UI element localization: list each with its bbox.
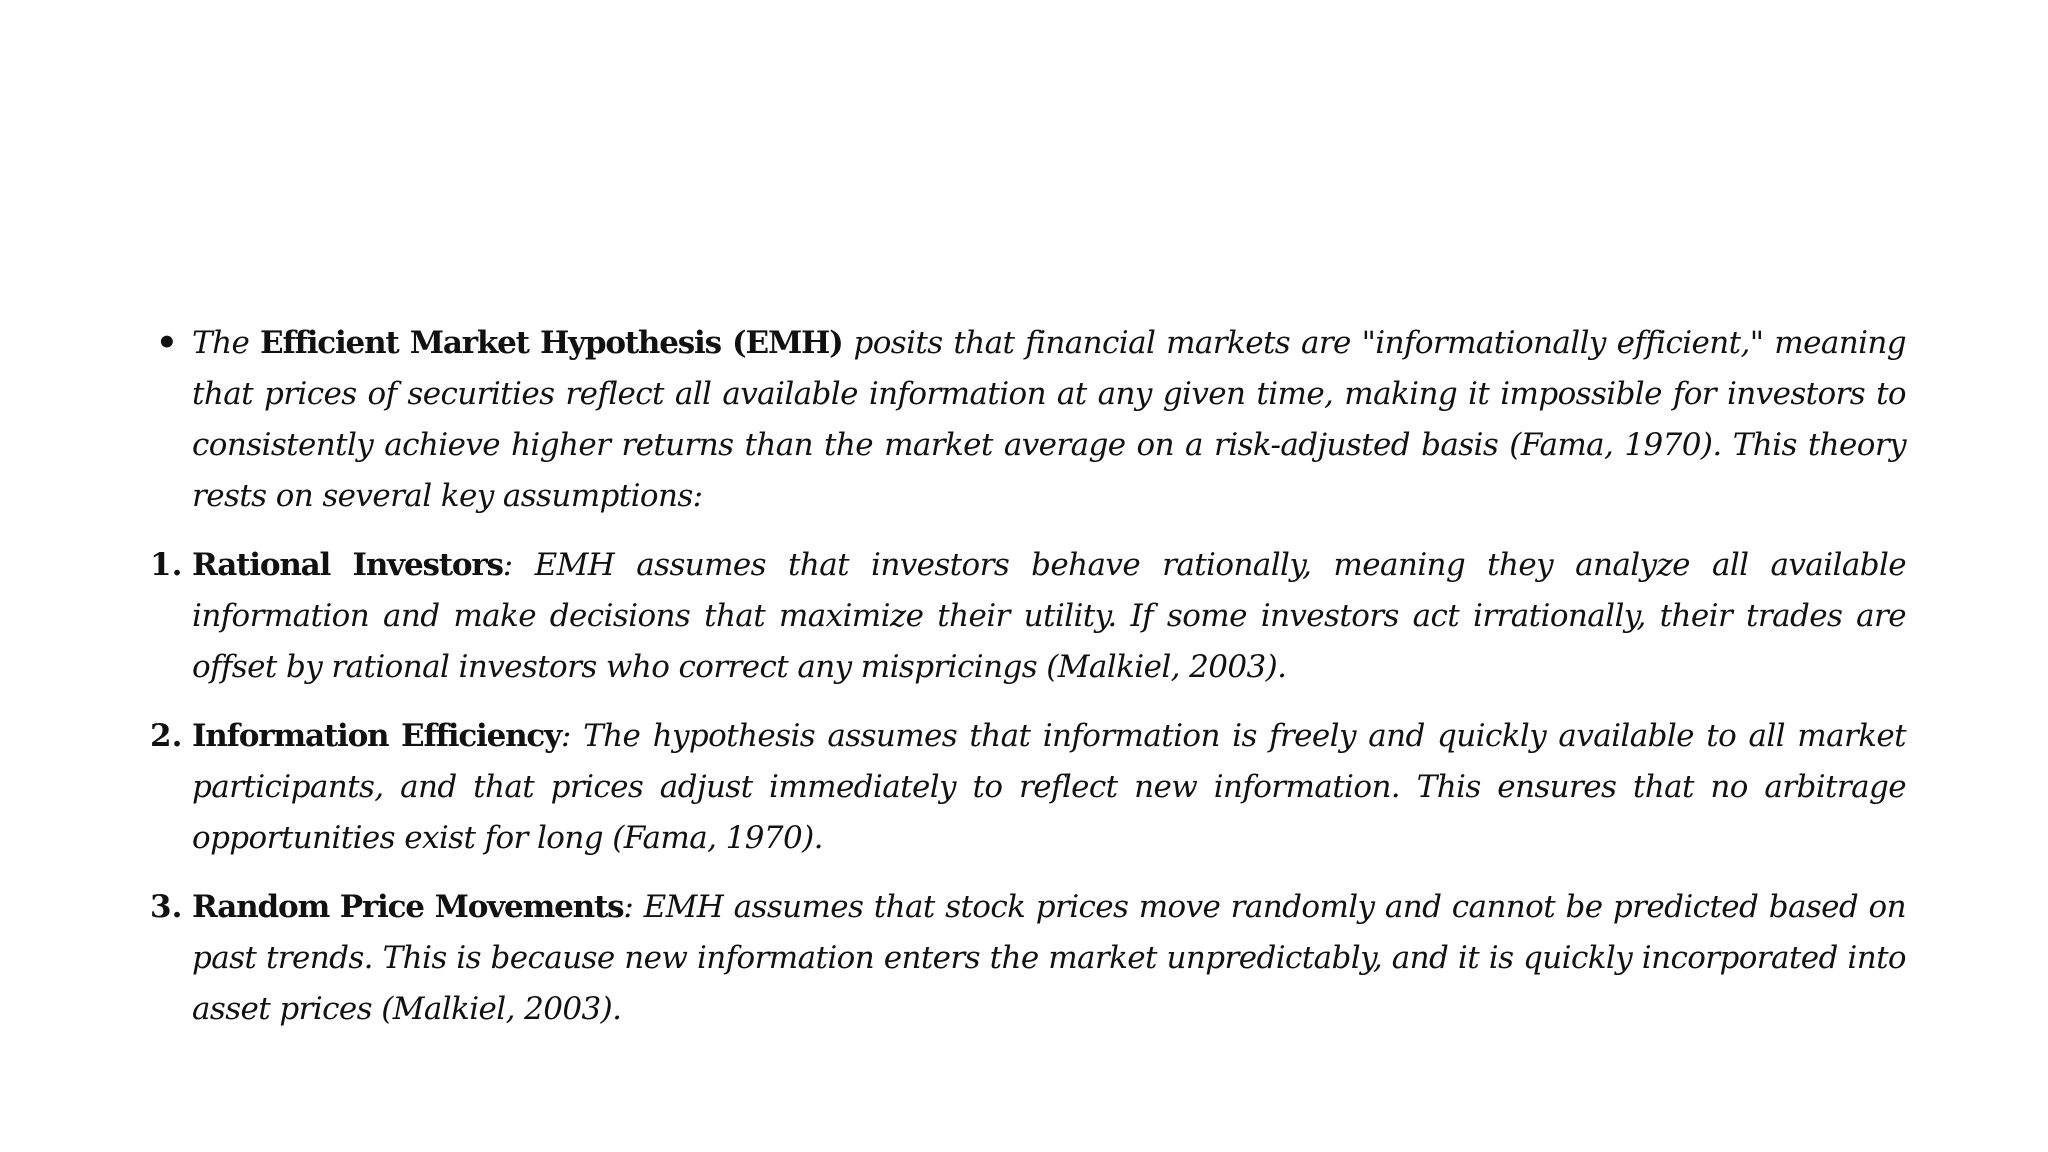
intro-text-before: The — [192, 325, 261, 361]
assumption-number: 2. — [150, 718, 183, 754]
intro-term: Efficient Market Hypothesis (EMH) — [260, 325, 843, 361]
intro-paragraph — [150, 318, 1906, 522]
assumption-term: Information Efficiency — [192, 718, 561, 754]
assumption-text: : The hypothesis assumes that information is freely and quickly available to all market participants, and that prices adjust immediately to reflect new information. This ensures that no arbitrage opportunities exist for long (Fama, 1970). — [192, 718, 1906, 856]
assumption-number: 1. — [150, 547, 183, 583]
assumption-term: Rational Investors — [192, 547, 503, 583]
slide-body — [150, 318, 1906, 1035]
bullet-icon: • — [156, 323, 178, 363]
assumption-text: : EMH assumes that investors behave rationally, meaning they analyze all available information and make decisions that maximize their utility. If some investors act irrationally, their trades are offset by rational investors who correct any mispricings (Malkiel, 2003). — [192, 547, 1907, 685]
assumption-text: : EMH assumes that stock prices move randomly and cannot be predicted based on past trends. This is because new information enters the market unpredictably, and it is quickly incorporated into asset prices (Malkiel, 2003). — [192, 889, 1906, 1027]
assumption-item-3 — [150, 882, 1906, 1035]
assumption-item-2 — [150, 711, 1906, 864]
intro-text-after: posits that financial markets are "informationally efficient," meaning that prices of securities reflect all available information at any given time, making it impossible for investors to consistently achieve higher returns than the market average on a risk-adjusted basis (Fama, 1970). This theory rests on several key assumptions: — [192, 325, 1906, 514]
assumption-number: 3. — [150, 889, 183, 925]
assumption-item-1 — [150, 540, 1906, 693]
assumption-term: Random Price Movements — [192, 889, 624, 925]
